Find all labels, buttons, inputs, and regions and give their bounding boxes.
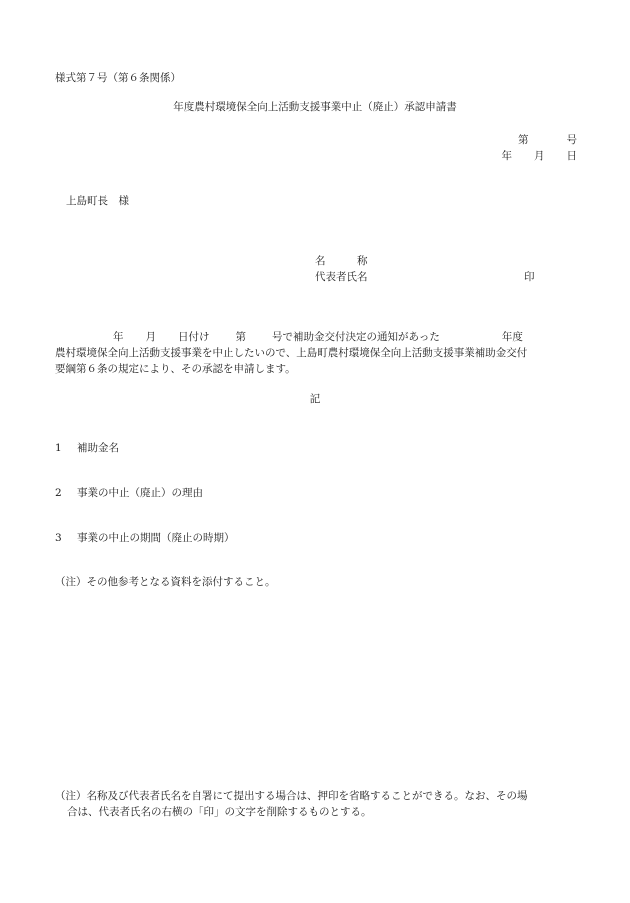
- body-num-suffix: 号で補助金交付決定の通知があった: [272, 331, 440, 343]
- addressee: 上島町長 様: [66, 195, 129, 207]
- document-date: [502, 148, 578, 164]
- document-number: [518, 132, 577, 148]
- item-number: 2: [55, 487, 62, 499]
- body-line-1: [55, 329, 577, 345]
- item-number: 3: [55, 532, 62, 544]
- body-month: 月: [145, 331, 156, 343]
- body-line-3: 要綱第６条の規定により、その承認を申請します。: [55, 363, 296, 375]
- date-year: 年: [501, 150, 512, 162]
- body-fiscal-year: 年度: [501, 331, 523, 343]
- ki-heading: 記: [309, 393, 321, 405]
- item-label: 事業の中止（廃止）の理由: [77, 487, 203, 499]
- note-signature-line-1: （注）名称及び代表者氏名を自署にて提出する場合は、押印を省略することができる。なお、その場: [55, 790, 528, 802]
- body-date-suffix: 日付け: [178, 331, 210, 343]
- doc-number-prefix: 第: [518, 134, 529, 146]
- date-day: 日: [566, 150, 577, 162]
- list-item: [55, 530, 235, 546]
- item-label: 事業の中止の期間（廃止の時期）: [77, 532, 235, 544]
- body-line-2: 農村環境保全向上活動支援事業を中止したいので、上島町農村環境保全向上活動支援事業補助金交付: [55, 347, 528, 359]
- list-item: [55, 440, 119, 456]
- body-year: 年: [113, 331, 124, 343]
- doc-number-suffix: 号: [566, 134, 577, 146]
- seal-mark: 印: [524, 271, 535, 283]
- item-label: 補助金名: [77, 442, 119, 454]
- applicant-rep-label: 代表者氏名: [315, 271, 368, 283]
- form-number: 様式第７号（第６条関係）: [55, 72, 181, 84]
- item-number: 1: [55, 442, 62, 454]
- list-item: [55, 485, 203, 501]
- note-attachments: （注）その他参考となる資料を添付すること。: [55, 576, 276, 588]
- note-signature-line-2: 合は、代表者氏名の右横の「印」の文字を削除するものとする。: [67, 806, 372, 819]
- applicant-name-label: 名 称: [315, 255, 368, 267]
- body-num-prefix: 第: [235, 331, 246, 343]
- note-signature: [55, 788, 580, 821]
- document-title: 年度農村環境保全向上活動支援事業中止（廃止）承認申請書: [173, 101, 457, 113]
- date-month: 月: [534, 150, 545, 162]
